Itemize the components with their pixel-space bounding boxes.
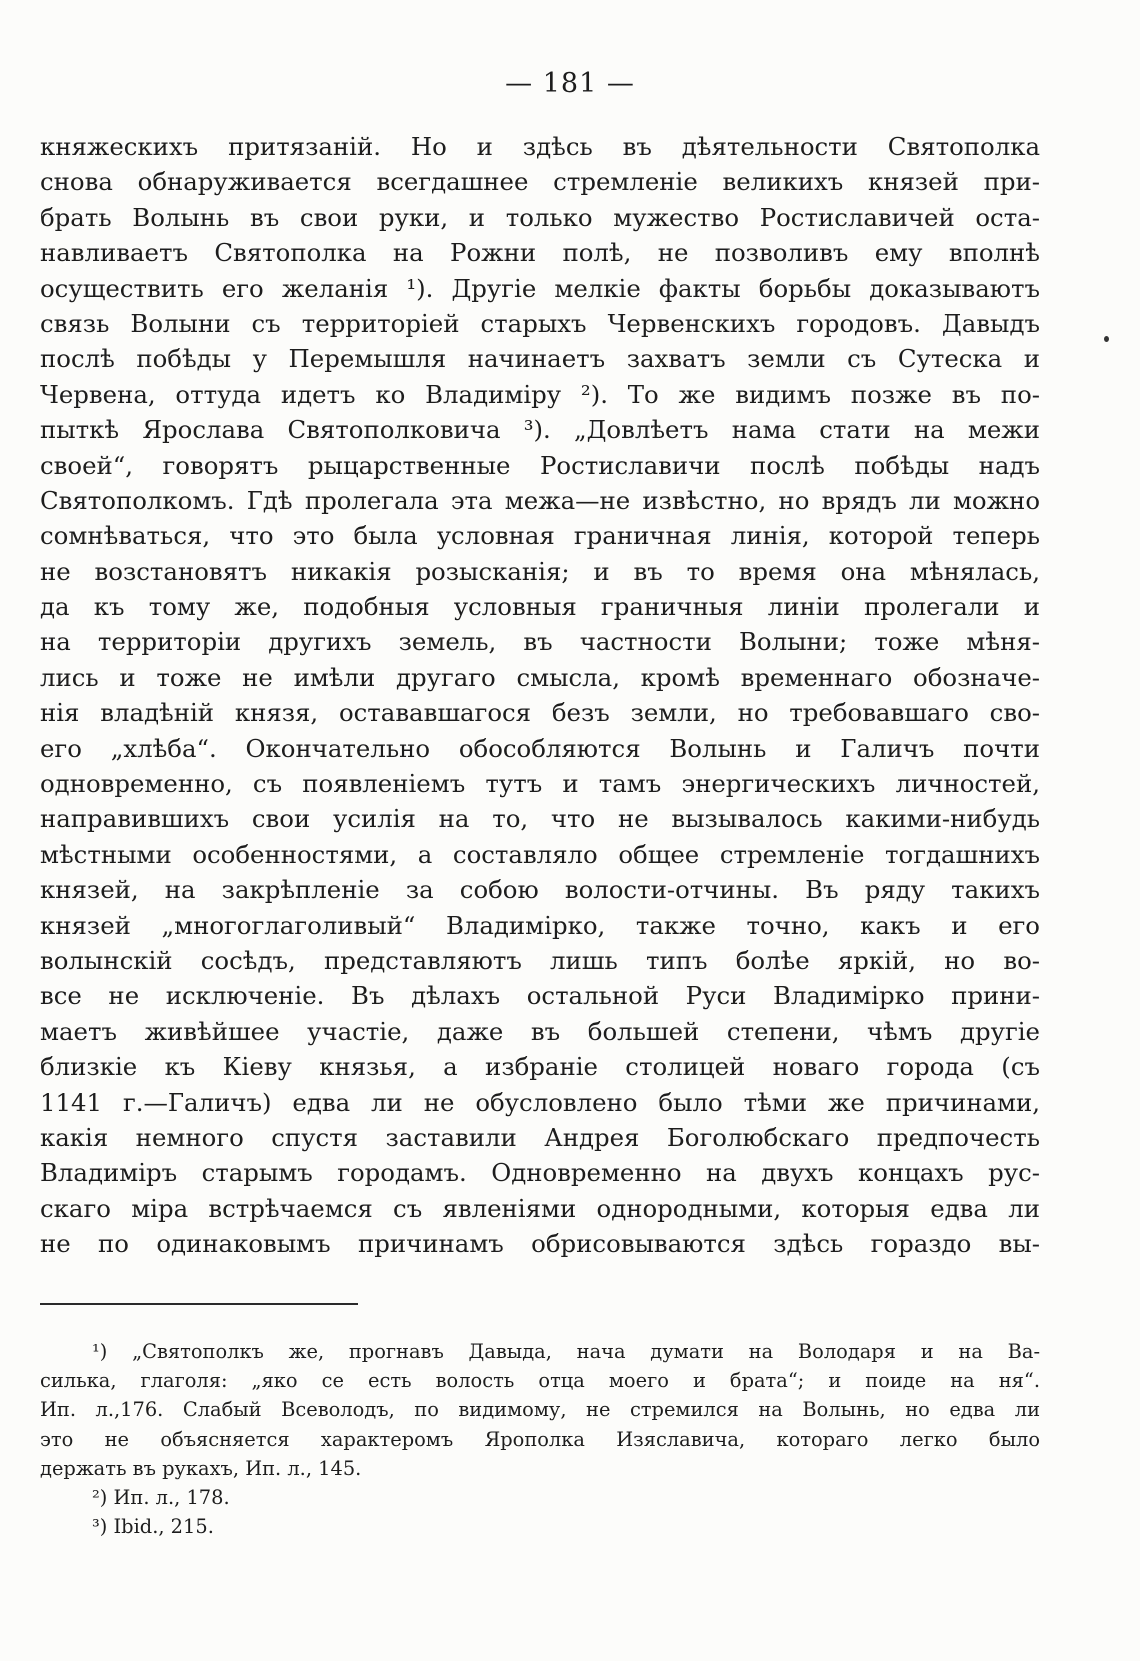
page-number: — 181 — [505, 68, 635, 99]
text-line: снова обнаруживается всегдашнее стремленіе великихъ князей при- [40, 167, 1040, 197]
text-line: 1141 г.—Галичъ) едва ли не обусловлено было тѣми же причинами, [40, 1087, 1040, 1117]
text-line: не по одинаковымъ причинамъ обрисовываются здѣсь гораздо вы- [40, 1229, 1040, 1259]
footnote-line: Ип. л.,176. Слабый Всеволодъ, по видимому, не стремился на Волынь, но едва ли [40, 1398, 1040, 1422]
text-line: волынскій сосѣдъ, представляютъ лишь типъ болѣе яркій, но во- [40, 945, 1040, 975]
footnotes [40, 1337, 1040, 1541]
footnote-line: ¹) „Святополкъ же, прогнавъ Давыда, нача думати на Володаря и на Ва- [92, 1340, 1040, 1363]
text-line: Святополкомъ. Гдѣ пролегала эта межа—не извѣстно, но врядъ ли можно [40, 485, 1040, 515]
footnote-line: силька, глаголя: „яко се есть волость отца моего и брата“; и поиде на ня“. [40, 1369, 1040, 1393]
text-line: связь Волыни съ территоріей старыхъ Червенскихъ городовъ. Давыдъ [40, 308, 1040, 338]
footnote-separator [40, 1303, 358, 1305]
text-line: не возстановятъ никакія розысканія; и въ то время она мѣнялась, [40, 556, 1040, 586]
text-line: его „хлѣба“. Окончательно обособляются Волынь и Галичъ почти [40, 733, 1040, 763]
text-line: навливаетъ Святополка на Рожни полѣ, не позволивъ ему вполнѣ [40, 238, 1040, 268]
text-line: брать Волынь въ свои руки, и только мужество Ростиславичей оста- [40, 202, 1040, 232]
text-line: Владиміръ старымъ городамъ. Одновременно на двухъ концахъ рус- [40, 1158, 1040, 1188]
text-line: какія немного спустя заставили Андрея Боголюбскаго предпочесть [40, 1122, 1040, 1152]
text-line: нія владѣній князя, остававшагося безъ земли, но требовавшаго сво- [40, 698, 1040, 728]
scan-speck [1104, 336, 1109, 342]
text-line: пыткѣ Ярослава Святополковича ³). „Довлѣетъ нама стати на межи [40, 415, 1040, 445]
footnote-line: ³) Ibid., 215. [92, 1515, 214, 1539]
text-line: лись и тоже не имѣли другаго смысла, кромѣ временнаго обозначе- [40, 662, 1040, 692]
text-line: все не исключеніе. Въ дѣлахъ остальной Руси Владимірко прини- [40, 981, 1040, 1011]
text-line: сомнѣваться, что это была условная граничная линія, которой теперь [40, 521, 1040, 551]
text-line: да къ тому же, подобныя условныя граничныя линіи пролегали и [40, 592, 1040, 622]
footnote-line: ²) Ип. л., 178. [92, 1485, 230, 1509]
text-line: одновременно, съ появленіемъ тутъ и тамъ энергическихъ личностей, [40, 769, 1040, 799]
footnote-line: это не объясняется характеромъ Ярополка Изяславича, котораго легко было [40, 1427, 1040, 1451]
text-line: своей“, говорятъ рыцарственные Ростиславичи послѣ побѣды надъ [40, 450, 1040, 480]
text-line: князей „многоглаголивый“ Владимірко, также точно, какъ и его [40, 910, 1040, 940]
text-line: князей, на закрѣпленіе за собою волости-отчины. Въ ряду такихъ [40, 875, 1040, 905]
footnote-line: держать въ рукахъ, Ип. л., 145. [40, 1456, 362, 1480]
text-line: скаго міра встрѣчаемся съ явленіями однородными, которыя едва ли [40, 1193, 1040, 1223]
text-line: осуществить его желанія ¹). Другіе мелкіе факты борьбы доказываютъ [40, 273, 1040, 303]
text-line: княжескихъ притязаній. Но и здѣсь въ дѣятельности Святополка [40, 132, 1040, 161]
text-line: на территоріи другихъ земель, въ частности Волыни; тоже мѣня- [40, 627, 1040, 657]
text-line: маетъ живѣйшее участіе, даже въ большей степени, чѣмъ другіе [40, 1016, 1040, 1046]
text-line: направившихъ свои усилія на то, что не вызывалось какими-нибудь [40, 804, 1040, 834]
text-line: мѣстными особенностями, а составляло общее стремленіе тогдашнихъ [40, 839, 1040, 869]
text-line: послѣ побѣды у Перемышля начинаетъ захватъ земли съ Сутеска и [40, 344, 1040, 374]
text-line: близкіе къ Кіеву князья, а избраніе столицей новаго города (съ [40, 1052, 1040, 1082]
text-line: Червена, оттуда идетъ ко Владиміру ²). То же видимъ позже въ по- [40, 379, 1040, 409]
main-text [40, 129, 1040, 1262]
